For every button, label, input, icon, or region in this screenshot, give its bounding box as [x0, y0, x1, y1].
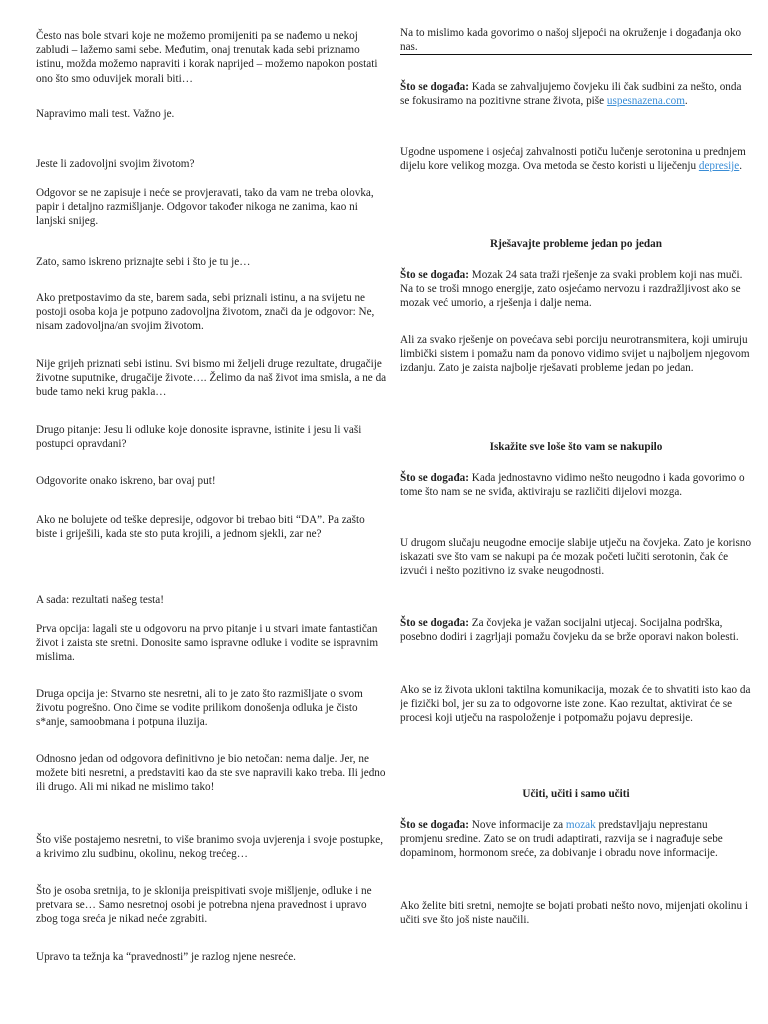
paragraph: Što više postajemo nesretni, to više branimo svoja uvjerenja i svoje postupke, a krivimo zlu sudbinu, okolinu, nekog trećeg…: [36, 834, 384, 861]
paragraph: Odgovor se ne zapisuje i neće se provjeravati, tako da vam ne treba olovka, papir i detaljno razmišljanje. Odgovor također nikoga ne zanima, kao ni lanjski snijeg.: [36, 187, 374, 228]
link-mozak[interactable]: mozak: [565, 819, 596, 831]
section-paragraph: Što se događa: Nove informacije za mozak predstavljaju neprestanu promjenu sredine. Zato se on trudi adaptirati, razvija se i nagrađuje sebe dopaminom, hormonom sreće, za dobivanje i obradu nove informacije.: [400, 819, 723, 860]
question-2: Drugo pitanje: Jesu li odluke koje donosite ispravne, istinite i jesu li vaši postupci opravdani?: [36, 424, 362, 451]
divider: [400, 54, 752, 55]
intro-paragraph: Često nas bole stvari koje ne možemo promijeniti pa se nađemo u nekoj zabludi – lažemo sami sebe. Međutim, onaj trenutak kada sebi priznamo istinu, možda možemo napraviti i korak naprijed – možemo napokon postati ono što smo oduvijek morali biti…: [36, 30, 378, 85]
results-heading: A sada: rezultati našeg testa!: [36, 594, 164, 606]
paragraph: Ali za svako rješenje on povećava sebi porciju neurotransmitera, koji umiruju limbički sistem i pomažu nam da ponovo vidimo svijet u najboljem njegovom izdanju. Zato je zaista najbolje rješavati probleme jedan po jedan.: [400, 334, 750, 375]
paragraph: Ako se iz života ukloni taktilna komunikacija, mozak će to shvatiti isto kao da je fizički bol, jer su za to odgovorne iste zone. Kao rezultat, aktivirat će se procesi koji utječu na raspoloženje i potpomažu pojavu depresije.: [400, 684, 751, 725]
link-uspesnazena[interactable]: uspesnazena.com: [606, 95, 685, 108]
left-column: [36, 0, 388, 1024]
label: Što se događa:: [400, 472, 469, 484]
paragraph: Ako pretpostavimo da ste, barem sada, sebi priznali istinu, a na svijetu ne postoji osoba koja je potpuno zadovoljna životom, znači da je odgovor: Ne, nisam zadovoljna/an svojim životom.: [36, 292, 375, 333]
paragraph: Ugodne uspomene i osjećaj zahvalnosti potiču lučenje serotonina u prednjem dijelu kore velikog mozga. Ova metoda se često koristi u liječenju depresije.: [400, 146, 746, 173]
section-heading: Učiti, učiti i samo učiti: [522, 788, 630, 800]
section-paragraph: Što se događa: Kada jednostavno vidimo nešto neugodno i kada govorimo o tome što nam se ne sviđa, aktiviraju se različiti dijelovi mozga.: [400, 472, 745, 499]
option-2: Druga opcija je: Stvarno ste nesretni, ali to je zato što razmišljate o svom životu pogrešno. Ono čime se vodite prilikom donošenja odluka je čisto s*anje, samoobmana i potpuna iluzija.: [36, 688, 363, 729]
label: Što se događa:: [400, 617, 469, 629]
paragraph: Napravimo mali test. Važno je.: [36, 108, 175, 120]
link-depresije[interactable]: depresije: [698, 160, 740, 173]
closing-paragraph: Upravo ta težnja ka “pravednosti” je razlog njene nesreće.: [36, 951, 296, 963]
paragraph: Ako želite biti sretni, nemojte se bojati probati nešto novo, mijenjati okolinu i učiti sve što još niste naučili.: [400, 900, 748, 927]
section-heading: Rješavajte probleme jedan po jedan: [490, 238, 662, 250]
label: Što se događa:: [400, 81, 469, 93]
paragraph: Na to mislimo kada govorimo o našoj sljepoći na okruženje i događanja oko nas.: [400, 27, 742, 54]
section-paragraph: Što se događa: Za čovjeka je važan socijalni utjecaj. Socijalna podrška, posebno dodiri i zagrljaji pomažu čovjeku da se brže oporavi nakon bolesti.: [400, 617, 739, 644]
label: Što se događa:: [400, 269, 469, 281]
section-paragraph: Što se događa: Kada se zahvaljujemo čovjeku ili čak sudbini za nešto, onda se fokusiramo na pozitivne strane života, piše uspesnazena.com.: [400, 81, 742, 108]
paragraph: Nije grijeh priznati sebi istinu. Svi bismo mi željeli druge rezultate, drugačije životne suputnike, drugačije živote…. Želimo da naš život ima smisla, a ne da bude tamo neki krug pakla…: [36, 358, 387, 399]
paragraph: Odgovorite onako iskreno, bar ovaj put!: [36, 475, 216, 487]
paragraph: Što je osoba sretnija, to je sklonija preispitivati svoje mišljenje, odluke i ne pretvara se… Samo nesretnoj osobi je potrebna njena pravednost i upravo zbog toga sreća je nikad neće zgrabiti.: [36, 885, 372, 926]
paragraph: Odnosno jedan od odgovora definitivno je bio netočan: nema dalje. Jer, ne možete biti nesretni, a predstaviti kao da ste sve napravili kako treba. Ili jedno ili drugo. Ali mi nikad ne mislimo tako!: [36, 753, 386, 794]
section-heading: Iskažite sve loše što vam se nakupilo: [489, 441, 663, 453]
paragraph: Ako ne bolujete od teške depresije, odgovor bi trebao biti “DA”. Pa zašto biste i griješili, kada ste sto puta krojili, a jednom sjekli, zar ne?: [36, 514, 365, 541]
label: Što se događa:: [400, 819, 469, 831]
question-1: Jeste li zadovoljni svojim životom?: [36, 158, 195, 170]
option-1: Prva opcija: lagali ste u odgovoru na prvo pitanje i u stvari imate fantastičan život i zaista ste sretni. Donosite samo ispravne odluke i vodite se ispravnim mislima.: [36, 623, 379, 664]
paragraph: U drugom slučaju neugodne emocije slabije utječu na čovjeka. Zato je korisno iskazati sve što vam se nakupi pa će mozak početi lučiti serotonin, čak će izvući i nešto pozitivno iz svake neugodnosti.: [400, 537, 752, 578]
right-column: [400, 0, 752, 1024]
paragraph: Zato, samo iskreno priznajte sebi i što je tu je…: [36, 256, 251, 268]
section-paragraph: Što se događa: Mozak 24 sata traži rješenje za svaki problem koji nas muči. Na to se troši mnogo energije, zato osjećamo nervozu i razdražljivost ako se mozak već umorio, a rješenja i dalje nema.: [400, 269, 743, 310]
